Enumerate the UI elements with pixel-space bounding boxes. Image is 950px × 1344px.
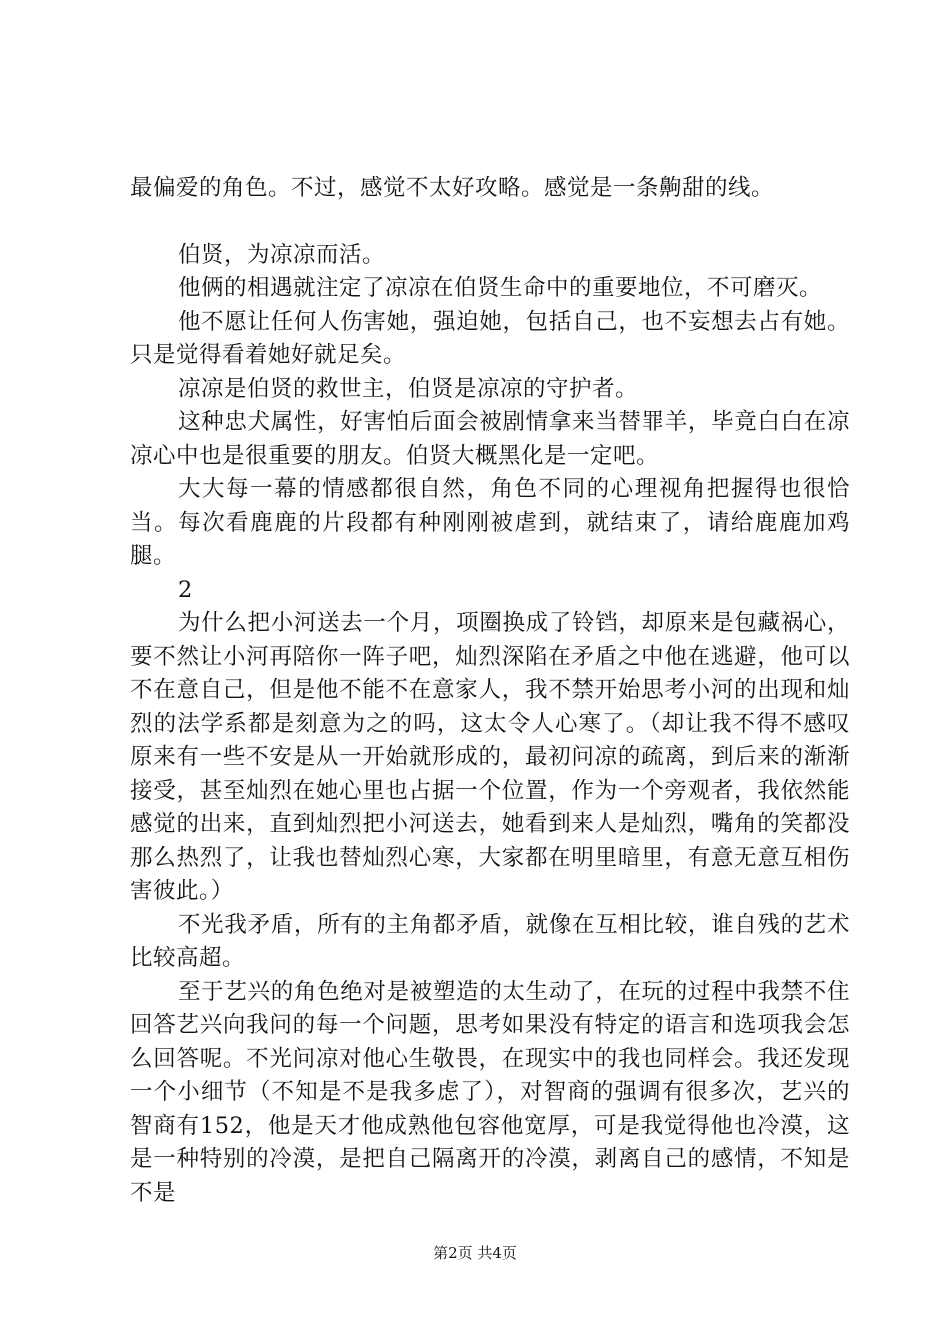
paragraph: 为什么把小河送去一个月，项圈换成了铃铛，却原来是包藏祸心，要不然让小河再陪你一阵子吧，灿烈深陷在矛盾之中他在逃避，他可以不在意自己，但是他不能不在意家人，我不禁开始思考小河的出现和灿烈的法学系都是刻意为之的吗，这太令人心寒了。（却让我不得不感叹原来有一些不安是从一开始就形成的，最初问凉的疏离，到后来的渐渐接受，甚至灿烈在她心里也占据一个位置，作为一个旁观者，我依然能感觉的出来，直到灿烈把小河送去，她看到来人是灿烈，嘴角的笑都没那么热烈了，让我也替灿烈心寒，大家都在明里暗里，有意无意互相伤害彼此。）: [130, 610, 850, 904]
page-footer: 第2页 共4页: [433, 1244, 517, 1262]
paragraph: 他不愿让任何人伤害她，强迫她，包括自己，也不妄想去占有她。只是觉得看着她好就足矣。: [130, 308, 850, 368]
paragraph: 伯贤，为凉凉而活。: [178, 241, 386, 268]
paragraph: 大大每一幕的情感都很自然，角色不同的心理视角把握得也很恰当。每次看鹿鹿的片段都有种刚刚被虐到，就结束了，请给鹿鹿加鸡腿。: [130, 476, 850, 569]
paragraph: 最偏爱的角色。不过，感觉不太好攻略。感觉是一条齁甜的线。: [130, 175, 775, 201]
paragraph: 凉凉是伯贤的救世主，伯贤是凉凉的守护者。: [178, 375, 639, 402]
paragraph: 2: [178, 576, 193, 603]
paragraph: 至于艺兴的角色绝对是被塑造的太生动了，在玩的过程中我禁不住回答艺兴向我问的每一个问题，思考如果没有特定的语言和选项我会怎么回答呢。不光问凉对他心生敬畏，在现实中的我也同样会。我还发现一个小细节（不知是不是我多虑了），对智商的强调有很多次，艺兴的智商有152，他是天才他成熟他包容他宽厚，可是我觉得他也冷漠，这是一种特别的冷漠，是把自己隔离开的冷漠，剥离自己的感情，不知是不是: [130, 978, 850, 1206]
paragraph: 这种忠犬属性，好害怕后面会被剧情拿来当替罪羊，毕竟白白在凉凉心中也是很重要的朋友。伯贤大概黑化是一定吧。: [130, 409, 850, 469]
paragraph: 不光我矛盾，所有的主角都矛盾，就像在互相比较，谁自残的艺术比较高超。: [130, 911, 850, 971]
paragraph: 他俩的相遇就注定了凉凉在伯贤生命中的重要地位，不可磨灭。: [178, 275, 823, 301]
document-body: [130, 172, 850, 1210]
